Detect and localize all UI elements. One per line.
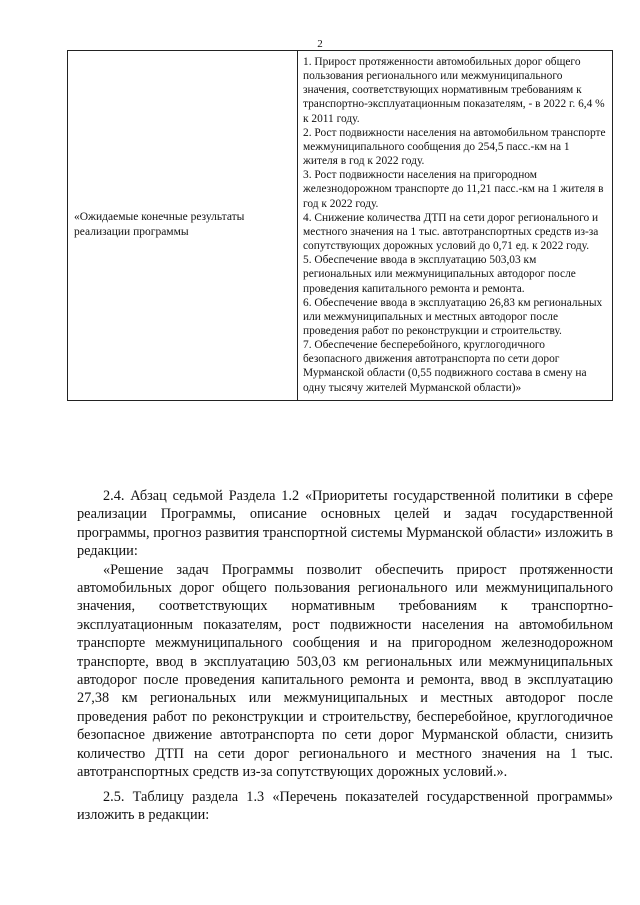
paragraph-quote: «Решение задач Программы позволит обеспечить прирост протяженности автомобильных дорог общего пользования регионального или межмуниципального значения, соответствующих нормативным требованиям к транспортно-эксплуатационным показателям, рост подвижности населения на автомобильном транспорте межмуниципального сообщения и на пригородном железнодорожном транспорте, ввод в эксплуатацию 503,03 км региональных или межмуниципальных автодорог после проведения капитального ремонта и ремонта, ввод в эксплуатацию 27,38 км региональных или межмуниципальных и местных автодорог после проведения работ по реконструкции и строительству, бесперебойное, круглогодичное безопасное движение автотранспорта по сети дорог Мурманской области, снизить количество ДТП на сети дорог регионального и местного значения на 1 тыс. автотранспортных средств из-за сопутствующих дорожных условий.».	[77, 561, 613, 781]
table-row	[68, 51, 613, 401]
document-body	[77, 487, 613, 824]
page-number: 2	[317, 38, 323, 50]
row-label: «Ожидаемые конечные результаты реализации программы	[68, 51, 298, 401]
result-item-4: 4. Снижение количества ДТП на сети дорог регионального и местного значения на 1 тыс. автотранспортных средств из-за сопутствующих дорожных условий до 0,71 ед. к 2022 году.	[303, 211, 599, 253]
paragraph-2-4: 2.4. Абзац седьмой Раздела 1.2 «Приоритеты государственной политики в сфере реализации Программы, описание основных целей и задач государственной программы, прогноз развития транспортной системы Мурманской области» изложить в редакции:	[77, 488, 613, 560]
result-item-6: 6. Обеспечение ввода в эксплуатацию 26,83 км региональных или межмуниципальных и местных автодорог после проведения работ по реконструкции и строительству.	[303, 296, 603, 337]
result-item-7: 7. Обеспечение бесперебойного, круглогодичного безопасного движения автотранспорта по сети дорог Мурманской области (0,55 подвижного состава в смену на одну тысячу жителей Мурманской области)»	[303, 339, 587, 394]
results-table	[67, 50, 613, 401]
results-list	[298, 51, 613, 401]
result-item-3: 3. Рост подвижности населения на пригородном железнодорожном транспорте до 11,21 пасс.-км на 1 жителя в год к 2022 году.	[303, 169, 604, 210]
result-item-1: 1. Прирост протяженности автомобильных дорог общего пользования регионального или межмуниципального значения, соответствующих нормативным требованиям к транспортно-эксплуатационным показателям, - в 2022 г. 6,4 % к 2011 году.	[303, 56, 605, 125]
result-item-2: 2. Рост подвижности населения на автомобильном транспорте межмуниципального сообщения до 254,5 пасс.-км на 1 жителя в год к 2022 году.	[303, 126, 606, 168]
result-item-5: 5. Обеспечение ввода в эксплуатацию 503,03 км региональных или межмуниципальных автодорог после проведения капитального ремонта и ремонта.	[303, 254, 576, 295]
paragraph-2-5: 2.5. Таблицу раздела 1.3 «Перечень показателей государственной программы» изложить в редакции:	[77, 788, 613, 823]
